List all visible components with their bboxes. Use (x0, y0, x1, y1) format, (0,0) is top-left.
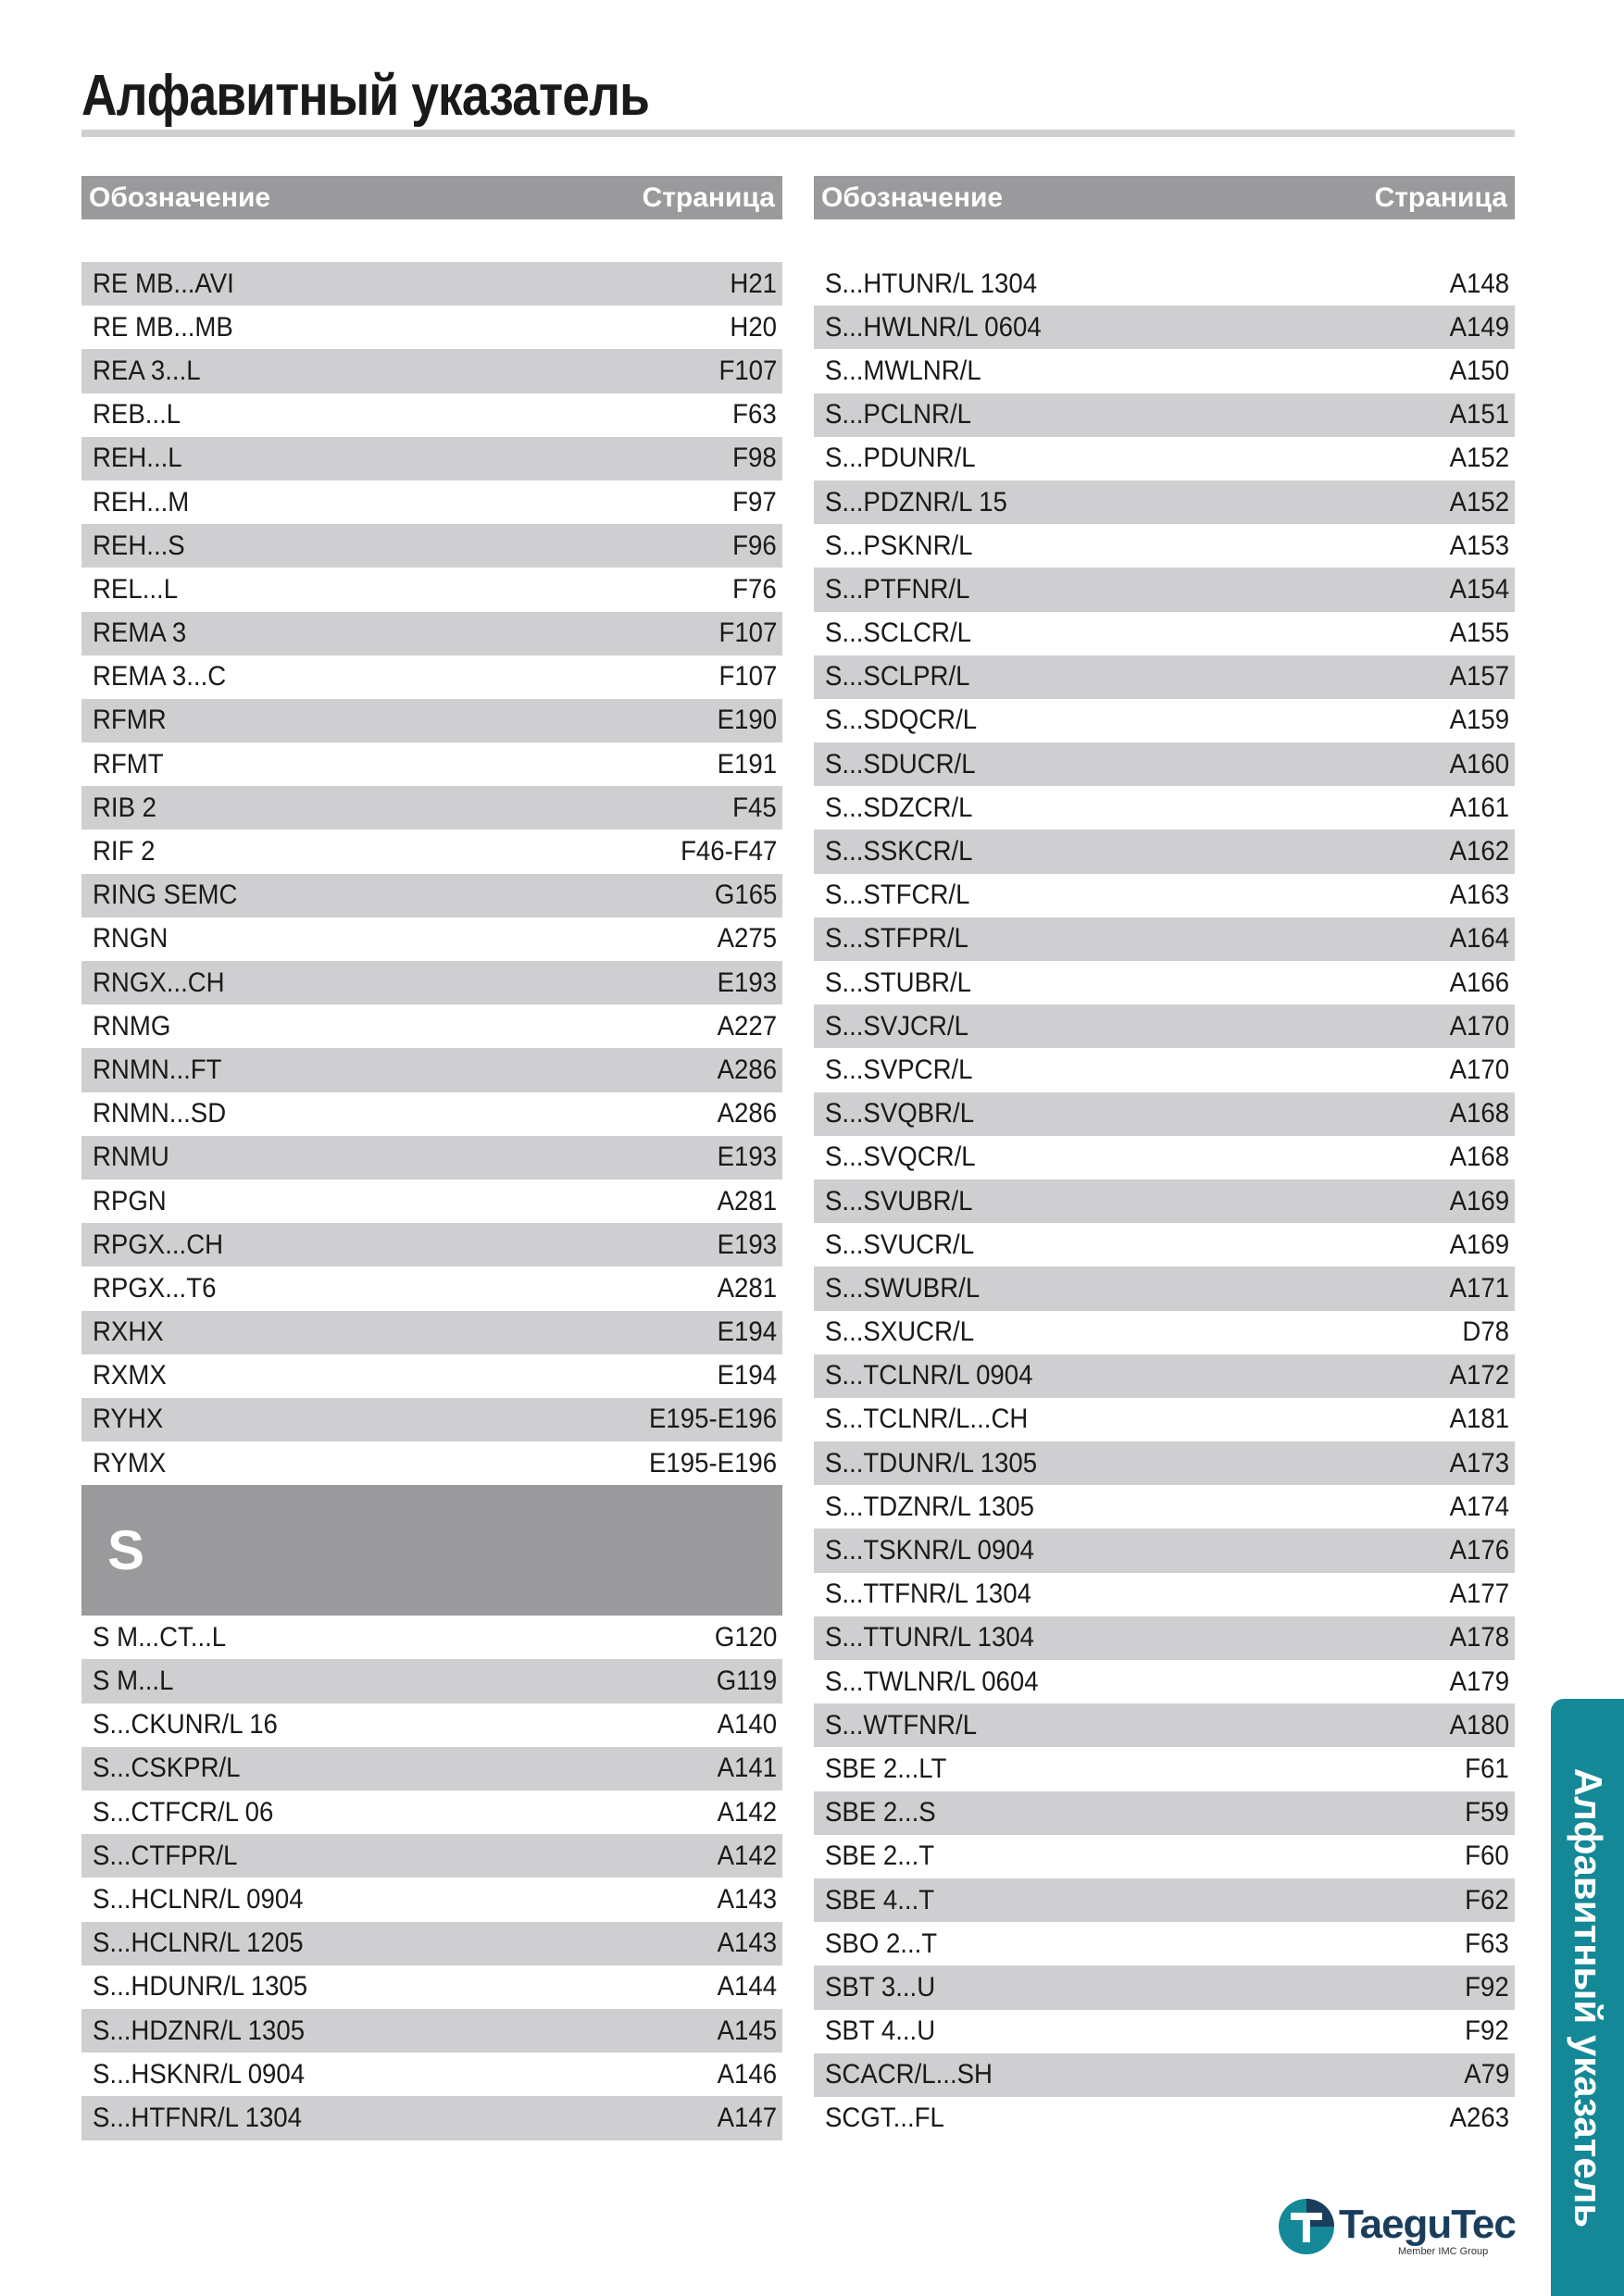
index-row (814, 1835, 1515, 1878)
page-reference: A171 (1449, 1272, 1509, 1304)
product-code: S...PCLNR/L (825, 399, 971, 430)
product-code: RYHX (93, 1404, 164, 1435)
product-code: S...CKUNR/L 16 (93, 1709, 278, 1741)
index-row (81, 1179, 782, 1223)
index-row (81, 1223, 782, 1267)
page-reference: A150 (1449, 355, 1509, 386)
page-reference: A170 (1449, 1010, 1509, 1042)
page-reference: A169 (1449, 1185, 1509, 1217)
index-row (814, 1441, 1515, 1485)
page-reference: F63 (732, 399, 777, 430)
page-title: Алфавитный указатель (81, 64, 650, 128)
product-code: S...TCLNR/L 0904 (825, 1360, 1033, 1391)
index-row (81, 2096, 782, 2140)
page-reference: E193 (717, 967, 777, 998)
index-row (81, 699, 782, 742)
product-code: RPGX...CH (93, 1229, 224, 1260)
index-row (814, 1092, 1515, 1136)
index-row (81, 524, 782, 568)
product-code: REA 3...L (93, 355, 201, 386)
product-code: S...SDQCR/L (825, 705, 978, 736)
logo-wordmark: TaeguTec (1339, 2202, 1516, 2247)
product-code: S...HSKNR/L 0904 (93, 2058, 306, 2090)
page-reference: A146 (717, 2058, 777, 2090)
product-code: SBT 4...U (825, 2015, 936, 2047)
product-code: RXHX (93, 1316, 164, 1348)
page-reference: A176 (1449, 1535, 1509, 1566)
page-reference: F97 (732, 486, 777, 518)
product-code: SBT 3...U (825, 1971, 936, 2003)
product-code: RE MB...MB (93, 311, 233, 343)
page-reference: A168 (1449, 1098, 1509, 1129)
page-reference: A172 (1449, 1360, 1509, 1391)
product-code: S...TDZNR/L 1305 (825, 1491, 1034, 1522)
page-reference: A148 (1449, 268, 1509, 299)
product-code: RFMT (93, 748, 164, 780)
product-code: S...STUBR/L (825, 967, 971, 998)
page-reference: D78 (1462, 1316, 1509, 1348)
product-code: RIB 2 (93, 792, 157, 823)
index-row (814, 1048, 1515, 1092)
product-code: REMA 3...C (93, 661, 227, 693)
index-row (81, 1922, 782, 1965)
page-reference: F59 (1465, 1797, 1509, 1828)
index-row (814, 1573, 1515, 1616)
index-row (814, 1747, 1515, 1791)
index-row (81, 917, 782, 961)
product-code: S...PSKNR/L (825, 530, 973, 561)
index-column-left (81, 176, 782, 2140)
page-reference: A174 (1449, 1491, 1509, 1522)
product-code: REMA 3 (93, 618, 187, 649)
page-reference: A152 (1449, 486, 1509, 518)
column-header (81, 176, 782, 219)
page-reference: A164 (1449, 923, 1509, 955)
index-row (814, 306, 1515, 349)
product-code: SBE 4...T (825, 1884, 935, 1915)
page-reference: E194 (717, 1316, 777, 1348)
index-list (81, 1616, 782, 2140)
product-code: S...HCLNR/L 1205 (93, 1928, 304, 1959)
page-reference: H20 (730, 311, 777, 343)
index-row (81, 1834, 782, 1878)
product-code: RE MB...AVI (93, 268, 234, 299)
page-reference: F63 (1465, 1928, 1509, 1959)
page-reference: A168 (1449, 1142, 1509, 1173)
page-reference: A181 (1449, 1404, 1509, 1435)
product-code: S...SSKCR/L (825, 836, 973, 867)
page-reference: A154 (1449, 573, 1509, 605)
page-reference: A166 (1449, 967, 1509, 998)
product-code: SBE 2...LT (825, 1753, 947, 1784)
page-reference: G119 (716, 1666, 777, 1697)
page-reference: F107 (718, 618, 777, 649)
index-row (81, 306, 782, 349)
index-row (81, 1354, 782, 1398)
product-code: S...SVPCR/L (825, 1054, 973, 1085)
page-reference: A153 (1449, 530, 1509, 561)
product-code: REH...L (93, 443, 182, 474)
product-code: REB...L (93, 399, 181, 430)
product-code: S...TTUNR/L 1304 (825, 1622, 1034, 1653)
page-reference: A142 (717, 1796, 777, 1828)
product-code: S...TCLNR/L...CH (825, 1404, 1029, 1435)
index-row (814, 917, 1515, 961)
page-reference: A157 (1449, 661, 1509, 693)
index-row (814, 1660, 1515, 1703)
index-row (81, 1311, 782, 1354)
page-reference: A177 (1449, 1578, 1509, 1610)
index-row (81, 568, 782, 611)
product-code: S...TTFNR/L 1304 (825, 1578, 1031, 1610)
page-reference: G165 (714, 880, 777, 911)
product-code: S...HCLNR/L 0904 (93, 1883, 304, 1915)
index-row (81, 1398, 782, 1441)
product-code: RPGN (93, 1185, 167, 1217)
index-row (81, 262, 782, 306)
index-row (814, 1616, 1515, 1660)
page-reference: E195-E196 (648, 1404, 777, 1435)
index-row (81, 612, 782, 655)
index-row (81, 1965, 782, 2009)
product-code: S...SVUCR/L (825, 1229, 975, 1260)
product-code: RNGN (93, 923, 169, 955)
product-code: S...TSKNR/L 0904 (825, 1535, 1035, 1566)
index-row (81, 1747, 782, 1791)
page-reference: A275 (717, 923, 777, 955)
index-row (81, 830, 782, 873)
product-code: RNMN...FT (93, 1054, 222, 1085)
index-row (81, 480, 782, 524)
product-code: S...CSKPR/L (93, 1753, 241, 1784)
index-row (814, 1267, 1515, 1310)
product-code: S...TDUNR/L 1305 (825, 1447, 1038, 1479)
product-code: S...SVJCR/L (825, 1010, 968, 1042)
page-reference: A140 (717, 1709, 777, 1741)
index-row (814, 1311, 1515, 1354)
page-reference: A162 (1449, 836, 1509, 867)
product-code: SCACR/L...SH (825, 2059, 993, 2090)
side-tab-label: Алфавитный указатель (1566, 1767, 1610, 2227)
product-code: S...SVQBR/L (825, 1098, 975, 1129)
page-reference: A178 (1449, 1622, 1509, 1653)
product-code: RING SEMC (93, 880, 238, 911)
index-row (814, 1179, 1515, 1223)
page-reference: A141 (717, 1753, 777, 1784)
product-code: S...STFCR/L (825, 880, 970, 911)
index-row (814, 1878, 1515, 1922)
page-reference: A144 (717, 1971, 777, 2003)
title-rule (81, 130, 1515, 137)
page-reference: F76 (732, 573, 777, 605)
page-reference: A143 (717, 1928, 777, 1959)
index-list (81, 262, 782, 1485)
index-row (81, 1004, 782, 1048)
page-reference: A163 (1449, 880, 1509, 911)
page-reference: F98 (732, 443, 777, 474)
index-row (814, 1398, 1515, 1441)
index-row (814, 742, 1515, 786)
index-row (814, 1965, 1515, 2009)
index-row (81, 349, 782, 393)
page-reference: E190 (717, 705, 777, 736)
product-code: S...CTFPR/L (93, 1840, 238, 1871)
side-tab[interactable] (1551, 1699, 1624, 2296)
logo-tagline: Member IMC Group (1398, 2246, 1489, 2257)
page-reference: A145 (717, 2015, 777, 2046)
header-spacer (814, 219, 1515, 262)
product-code: RNMG (93, 1010, 171, 1042)
product-code: RXMX (93, 1360, 167, 1391)
page-reference: A147 (717, 2102, 777, 2133)
product-code: S...SCLPR/L (825, 661, 970, 693)
page-reference: E194 (717, 1360, 777, 1391)
page-reference: A142 (717, 1840, 777, 1871)
product-code: S...MWLNR/L (825, 355, 981, 386)
index-row (81, 1048, 782, 1092)
page-reference: A173 (1449, 1447, 1509, 1479)
page-reference: F107 (718, 355, 777, 386)
index-row (814, 568, 1515, 611)
taegutec-logo-icon (1278, 2198, 1335, 2255)
index-row (81, 1703, 782, 1747)
designation-header: Обозначение (89, 181, 271, 213)
page-reference: E193 (717, 1229, 777, 1260)
product-code: S...PDUNR/L (825, 443, 976, 474)
page-reference: A143 (717, 1883, 777, 1915)
product-code: RIF 2 (93, 836, 156, 867)
index-list (814, 262, 1515, 2140)
index-row (814, 1791, 1515, 1835)
page-reference: F45 (732, 792, 777, 823)
index-row (814, 1703, 1515, 1747)
product-code: S...CTFCR/L 06 (93, 1796, 274, 1828)
index-row (814, 1529, 1515, 1572)
page-reference: A170 (1449, 1054, 1509, 1085)
page-reference: A281 (717, 1272, 777, 1304)
page-reference: A180 (1449, 1709, 1509, 1741)
page-reference: F60 (1465, 1841, 1509, 1872)
product-code: SCGT...FL (825, 2103, 944, 2134)
page-reference: E195-E196 (648, 1447, 777, 1479)
index-row (814, 1922, 1515, 1965)
product-code: S...HTUNR/L 1304 (825, 268, 1038, 299)
index-row (814, 480, 1515, 524)
header-spacer (81, 219, 782, 262)
product-code: RNGX...CH (93, 967, 225, 998)
index-row (81, 655, 782, 699)
product-code: SBE 2...S (825, 1797, 936, 1828)
index-row (81, 1878, 782, 1921)
product-code: REL...L (93, 573, 179, 605)
index-row (81, 1267, 782, 1310)
index-row (81, 874, 782, 917)
letter-section-bar (81, 1485, 782, 1616)
page-reference: A160 (1449, 748, 1509, 780)
page-reference: F92 (1465, 2015, 1509, 2047)
product-code: S...SVUBR/L (825, 1185, 973, 1217)
column-header (814, 176, 1515, 219)
index-row (814, 393, 1515, 437)
page-reference: F61 (1465, 1753, 1509, 1784)
product-code: REH...S (93, 530, 185, 561)
product-code: S...PTFNR/L (825, 573, 970, 605)
index-row (81, 393, 782, 437)
page-reference: F96 (732, 530, 777, 561)
product-code: S...WTFNR/L (825, 1709, 978, 1741)
index-row (814, 1354, 1515, 1398)
page-reference: A286 (717, 1098, 777, 1129)
page-reference: A79 (1463, 2059, 1509, 2090)
product-code: S...SDZCR/L (825, 792, 973, 823)
page-reference: A161 (1449, 792, 1509, 823)
index-row (81, 961, 782, 1004)
product-code: S...HWLNR/L 0604 (825, 311, 1042, 343)
index-row (814, 655, 1515, 699)
index-row (814, 1136, 1515, 1179)
index-column-right (814, 176, 1515, 2140)
index-row (814, 786, 1515, 830)
product-code: S...SVQCR/L (825, 1142, 976, 1173)
page-reference: A159 (1449, 705, 1509, 736)
product-code: RYMX (93, 1447, 167, 1479)
product-code: RNMU (93, 1142, 169, 1173)
product-code: S...HDUNR/L 1305 (93, 1971, 308, 2003)
product-code: S...SCLCR/L (825, 618, 971, 649)
index-row (81, 2053, 782, 2096)
designation-header: Обозначение (821, 181, 1004, 213)
index-row (81, 1659, 782, 1703)
product-code: RFMR (93, 705, 167, 736)
product-code: S...SDUCR/L (825, 748, 976, 780)
product-code: SBO 2...T (825, 1928, 938, 1959)
index-row (81, 437, 782, 480)
section-letter: S (107, 1519, 145, 1582)
index-row (814, 2053, 1515, 2097)
product-code: RNMN...SD (93, 1098, 227, 1129)
taegutec-logo (1278, 2198, 1528, 2263)
page-reference: A155 (1449, 618, 1509, 649)
product-code: REH...M (93, 486, 190, 518)
page-reference: A169 (1449, 1229, 1509, 1260)
index-row (81, 1092, 782, 1136)
index-row (814, 2010, 1515, 2053)
index-row (81, 1616, 782, 1659)
page-reference: A152 (1449, 443, 1509, 474)
index-row (81, 2009, 782, 2053)
index-row (814, 1485, 1515, 1529)
index-row (814, 437, 1515, 480)
page-reference: A263 (1449, 2103, 1509, 2134)
index-row (81, 1441, 782, 1485)
index-row (814, 2097, 1515, 2140)
page-reference: H21 (730, 268, 777, 299)
page-header: Страница (642, 181, 775, 213)
page-reference: A281 (717, 1185, 777, 1217)
index-row (814, 524, 1515, 568)
page-reference: A286 (717, 1054, 777, 1085)
product-code: S M...CT...L (93, 1621, 227, 1653)
page-reference: A149 (1449, 311, 1509, 343)
page-header: Страница (1374, 181, 1507, 213)
index-row (814, 1004, 1515, 1048)
index-row (814, 830, 1515, 873)
index-row (814, 262, 1515, 306)
index-row (814, 874, 1515, 917)
page-reference: A151 (1449, 399, 1509, 430)
product-code: S...SXUCR/L (825, 1316, 975, 1348)
product-code: S...SWUBR/L (825, 1272, 981, 1304)
product-code: S...HDZNR/L 1305 (93, 2015, 306, 2046)
product-code: S...STFPR/L (825, 923, 968, 955)
page-reference: E191 (717, 748, 777, 780)
index-row (81, 1791, 782, 1834)
index-row (81, 786, 782, 830)
page-reference: A179 (1449, 1666, 1509, 1697)
index-row (814, 1223, 1515, 1267)
index-row (814, 961, 1515, 1004)
product-code: SBE 2...T (825, 1841, 935, 1872)
page-reference: A227 (717, 1010, 777, 1042)
index-row (81, 742, 782, 786)
index-row (81, 1136, 782, 1179)
product-code: S...HTFNR/L 1304 (93, 2102, 302, 2133)
page-reference: F92 (1465, 1971, 1509, 2003)
product-code: S...TWLNR/L 0604 (825, 1666, 1039, 1697)
product-code: RPGX...T6 (93, 1272, 217, 1304)
index-row (814, 699, 1515, 742)
product-code: S...PDZNR/L 15 (825, 486, 1007, 518)
product-code: S M...L (93, 1666, 174, 1697)
index-row (814, 612, 1515, 655)
page-reference: F62 (1465, 1884, 1509, 1915)
page-reference: E193 (717, 1142, 777, 1173)
page-reference: G120 (714, 1621, 777, 1653)
page-reference: F107 (718, 661, 777, 693)
index-row (814, 349, 1515, 393)
page-reference: F46-F47 (680, 836, 777, 867)
